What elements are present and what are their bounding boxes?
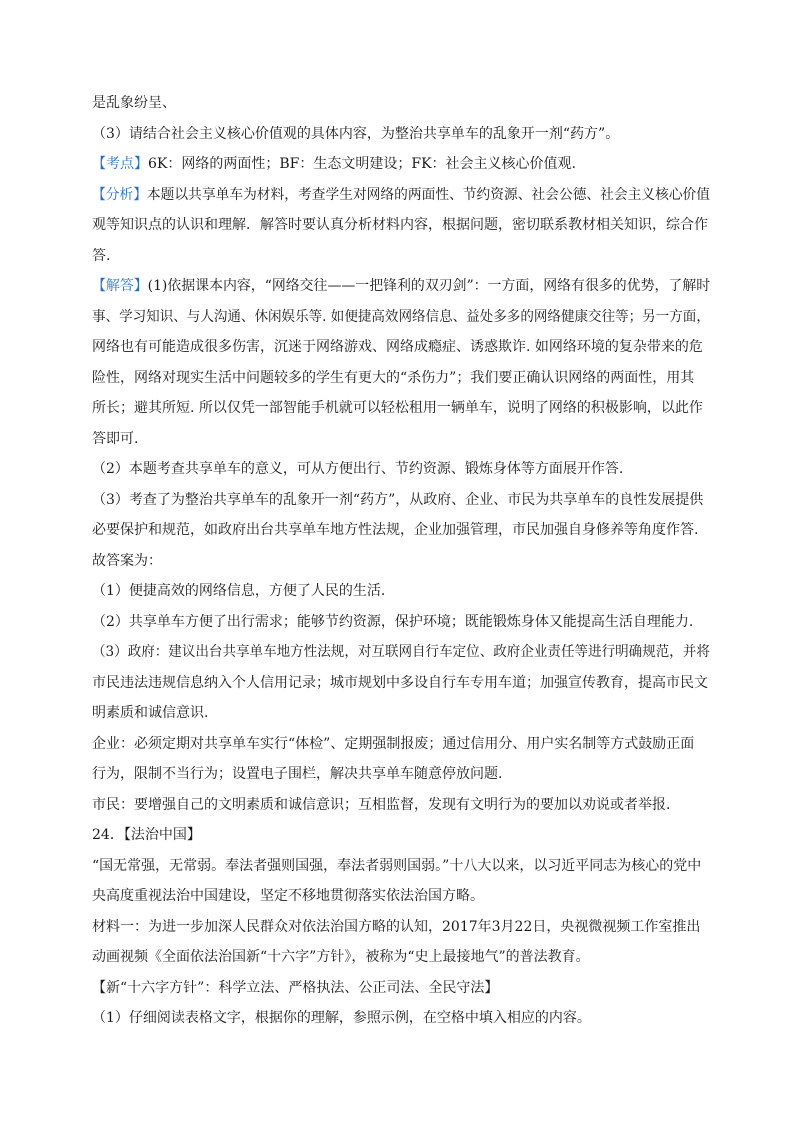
text-line (92, 1003, 710, 1034)
text-line (92, 241, 710, 272)
text-line (92, 485, 710, 516)
text-line (92, 912, 710, 943)
line-text: 央高度重视法治中国建设，坚定不移地贯彻落实依法治国方略。 (92, 888, 484, 904)
section-tag: 【考点】 (92, 156, 148, 172)
text-line (92, 454, 710, 485)
text-line (92, 363, 710, 394)
text-line (92, 820, 710, 851)
text-line (92, 515, 710, 546)
line-text: 网络也有可能造成很多伤害，沉迷于网络游戏、网络成瘾症、诱惑欺诈. 如网络环境的复杂带来的危 (92, 339, 703, 355)
section-tag: 【分析】 (92, 186, 147, 203)
line-text: 必要保护和规范，如政府出台共享单车地方性法规，企业加强管理，市民加强自身修养等角度作答. (92, 522, 699, 538)
text-line (92, 851, 710, 882)
text-line (92, 881, 710, 912)
line-text: （1）仔细阅读表格文字，根据你的理解，参照示例，在空格中填入相应的内容。 (92, 1010, 591, 1026)
line-text: (1)依据课本内容，“网络交往——一把锋利的双刃剑”：一方面，网络有很多的优势，了解时 (147, 278, 711, 294)
text-line (92, 668, 710, 699)
line-text: 是乱象纷呈、 (92, 95, 176, 111)
line-text: 故答案为： (92, 552, 162, 569)
line-text: 事、学习知识、与人沟通、休闲娱乐等. 如便捷高效网络信息、益处多多的网络健康交往等；另一方面， (92, 308, 710, 325)
text-line (92, 698, 710, 729)
text-line (92, 271, 711, 302)
line-text: （3）考查了为整治共享单车的乱象开一剂“药方”，从政府、企业、市民为共享单车的良性发展提供 (92, 491, 704, 508)
line-text: 所长；避其所短. 所以仅凭一部智能手机就可以轻松租用一辆单车，说明了网络的积极影响，以此作 (92, 400, 703, 416)
text-line (92, 576, 710, 607)
line-text: 答即可. (92, 430, 139, 447)
text-line (92, 637, 710, 668)
line-text: 市民违法违规信息纳入个人信用记录；城市规划中多设自行车专用车道；加强宣传教育，提高市民文 (92, 674, 708, 691)
line-text: 6K：网络的两面性；BF：生态文明建设；FK：社会主义核心价值观. (148, 156, 576, 172)
line-text: “国无常强，无常弱。奉法者强则国强，奉法者弱则国弱。”十八大以来，以习近平同志为核心的党中 (92, 857, 702, 874)
text-line (92, 393, 710, 424)
line-text: 行为，限制不当行为；设置电子围栏，解决共享单车随意停放问题. (92, 766, 503, 782)
text-line (92, 546, 710, 577)
text-line (92, 180, 711, 211)
text-line (92, 607, 710, 638)
text-line (92, 149, 710, 180)
line-text: 险性，网络对现实生活中问题较多的学生有更大的“杀伤力”；我们要正确认识网络的两面性，用其 (92, 369, 695, 386)
text-line (92, 210, 710, 241)
line-text: 【新“十六字方针”：科学立法、严格执法、公正司法、全民守法】 (92, 979, 499, 996)
line-text: （2）共享单车方便了出行需求；能够节约资源，保护环境；既能锻炼身体又能提高生活自理能力. (92, 613, 694, 630)
text-line (92, 119, 710, 150)
line-text: （3）政府：建议出台共享单车地方性法规，对互联网自行车定位、政府企业责任等进行明确规范，并将 (92, 644, 710, 660)
line-text: 市民：要增强自己的文明素质和诚信意识；互相监督，发现有文明行为的要加以劝说或者举报. (92, 796, 671, 813)
line-text: 观等知识点的认识和理解．解答时要认真分析材料内容，根据问题，密切联系教材相关知识，综合作 (92, 217, 708, 233)
document-page (92, 88, 710, 1034)
section-tag: 【解答】 (92, 278, 148, 294)
line-text: （3）请结合社会主义核心价值观的具体内容，为整治共享单车的乱象开一剂“药方”。 (92, 125, 620, 142)
line-text: 明素质和诚信意识. (92, 705, 209, 721)
line-text: 24．【法治中国】 (92, 827, 201, 843)
text-line (92, 88, 710, 119)
line-text: 材料一：为进一步加深人民群众对依法治国方略的认知，2017年3月22日，央视微视频工作室推出 (92, 918, 701, 935)
text-line (92, 973, 710, 1004)
text-line (92, 942, 710, 973)
text-line (92, 729, 710, 760)
line-text: 答. (92, 247, 111, 264)
text-line (92, 332, 710, 363)
text-line (92, 759, 710, 790)
line-text: （1）便捷高效的网络信息，方便了人民的生活. (92, 583, 386, 599)
text-line (92, 790, 710, 821)
line-text: 本题以共享单车为材料，考查学生对网络的两面性、节约资源、社会公德、社会主义核心价值 (146, 186, 711, 203)
line-text: 企业：必须定期对共享单车实行“体检”、定期强制报废；通过信用分、用户实名制等方式鼓励正面 (92, 735, 695, 752)
text-line (92, 424, 710, 455)
line-text: （2）本题考查共享单车的意义，可从方便出行、节约资源、锻炼身体等方面展开作答. (92, 461, 624, 477)
line-text: 动画视频《全面依法治国新“十六字”方针》，被称为“史上最接地气”的普法教育。 (92, 949, 590, 965)
text-line (92, 302, 710, 333)
